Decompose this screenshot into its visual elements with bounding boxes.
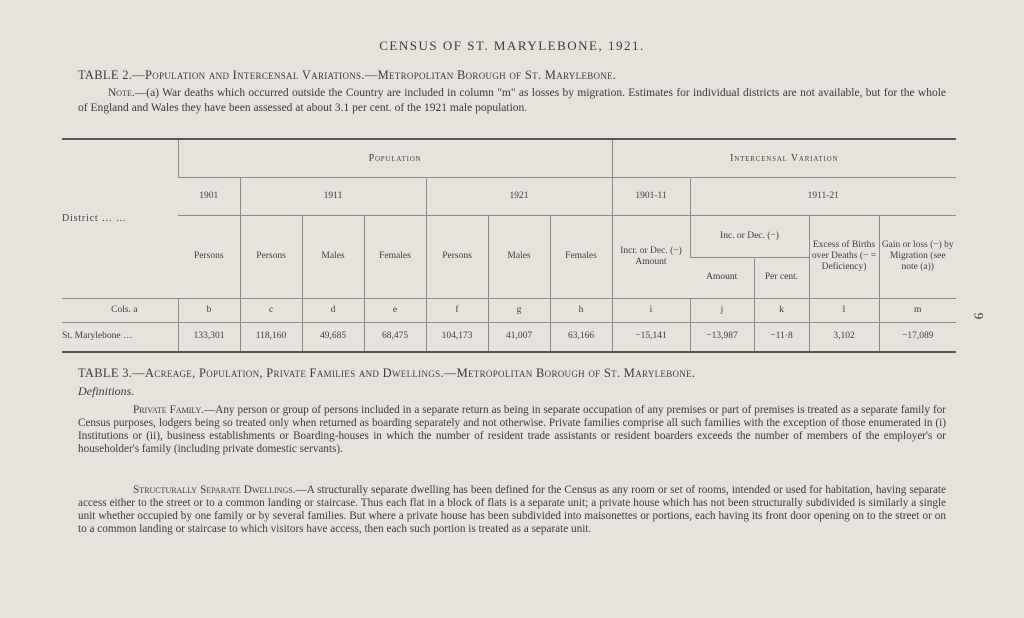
per-cent-header: Per cent. [754,257,809,298]
col-letter: i [612,298,690,322]
private-family-paragraph [78,404,946,456]
table3-title-text: —Acreage, Population, Private Families and Dwellings.—Metropolitan Borough of St. Marylebone. [132,366,696,380]
dwellings-text: —A structurally separate dwelling has been defined for the Census as any room or set of rooms, intended or used for habitation, having separate access either to the street or to a common landing or staircase. Thus each flat in a block of flats is a separate unit; a private house which has not been structurally subdivided is similarly a single unit whether occupied by one family or by several families. But where a private house has been subdivided into maisonettes or portions, each having its front door opening on to the street or on to a common landing or staircase to which visitors have access, then each such portion is treated as a separate unit. [78,484,946,535]
note-text: —(a) War deaths which occurred outside the Country are included in column "m" as losses by migration. Estimates for individual districts are not available, but for the whole of England and Wales they have been assessed at about 3.1 per cent. of the 1921 male population. [78,87,946,114]
excess-births-value: 3,102 [809,322,879,352]
per-cent-1911-21-value: −11·8 [754,322,809,352]
persons-1921-value: 104,173 [426,322,488,352]
table-row [62,322,956,352]
table2-note [78,86,946,116]
col-letter: j [690,298,754,322]
males-1911-header: Males [302,215,364,298]
col-letter: g [488,298,550,322]
males-1911-value: 49,685 [302,322,364,352]
year-1901-header: 1901 [178,177,240,215]
district-name: St. Marylebone … [62,322,178,352]
district-header: District … … [62,139,178,298]
table3-title [78,366,695,381]
table3-number: TABLE 3. [78,366,133,380]
running-head: CENSUS OF ST. MARYLEBONE, 1921. [379,38,645,53]
inc-or-dec-header: Inc. or Dec. (−) [690,215,809,257]
population-table [62,138,956,353]
persons-1911-header: Persons [240,215,302,298]
col-letter: d [302,298,364,322]
col-letter: m [879,298,956,322]
col-letter: l [809,298,879,322]
definitions-heading: Definitions. [78,384,135,398]
note-label: Note. [108,87,135,99]
amount-header: Amount [706,272,738,282]
females-1911-header: Females [364,215,426,298]
col-letter: h [550,298,612,322]
private-family-label: Private Family. [133,404,205,416]
col-letter: k [754,298,809,322]
col-letter: b [178,298,240,322]
dwellings-paragraph [78,484,946,536]
migration-value: −17,089 [879,322,956,352]
incr-dec-1901-11-value: −15,141 [612,322,690,352]
persons-1911-value: 118,160 [240,322,302,352]
persons-1901-value: 133,301 [178,322,240,352]
year-1911-header: 1911 [240,177,426,215]
amount-1911-21-value: −13,987 [690,322,754,352]
page-number: 9 [971,312,987,320]
table2-title-text: —Population and Intercensal Variations.—Metropolitan Borough of St. Marylebone. [132,68,617,82]
incr-dec-amount-header: Incr. or Dec. (−) Amount [612,215,690,298]
persons-1901-header: Persons [193,251,224,261]
col-letter: f [426,298,488,322]
intercensal-header: Intercensal Variation [612,139,956,177]
col-letter: c [240,298,302,322]
col-letter: e [364,298,426,322]
year-1921-header: 1921 [426,177,612,215]
females-1911-value: 68,475 [364,322,426,352]
year-1911-21-header: 1911-21 [690,177,956,215]
population-header: Population [178,139,612,177]
dwellings-label: Structurally Separate Dwellings. [133,484,296,496]
gain-loss-migration-header: Gain or loss (−) by Migration (see note (a)) [879,215,956,298]
males-1921-value: 41,007 [488,322,550,352]
females-1921-header: Females [550,215,612,298]
table2-title [78,68,616,83]
table2-number: TABLE 2. [78,68,133,82]
males-1921-header: Males [488,215,550,298]
year-1901-11-header: 1901-11 [612,177,690,215]
persons-1921-header: Persons [426,215,488,298]
column-letters-row [62,298,956,322]
females-1921-value: 63,166 [550,322,612,352]
excess-births-header: Excess of Births over Deaths (− = Deficiency) [809,215,879,298]
cols-label: Cols. a [62,298,178,322]
private-family-text: —Any person or group of persons included in a separate return as being in separate occupation of any premises or part of premises is treated as a separate family for Census purposes, lodgers being so treated only when returned as boarding separately and not otherwise. Private families comprise all such families with the exception of those enumerated in (i) Institutions or (ii), business establishments or Boarding-houses in which the number of resident trade assistants or resident boarders exceeds the number of members of the employer's or householder's family (including private domestic servants). [78,404,946,455]
